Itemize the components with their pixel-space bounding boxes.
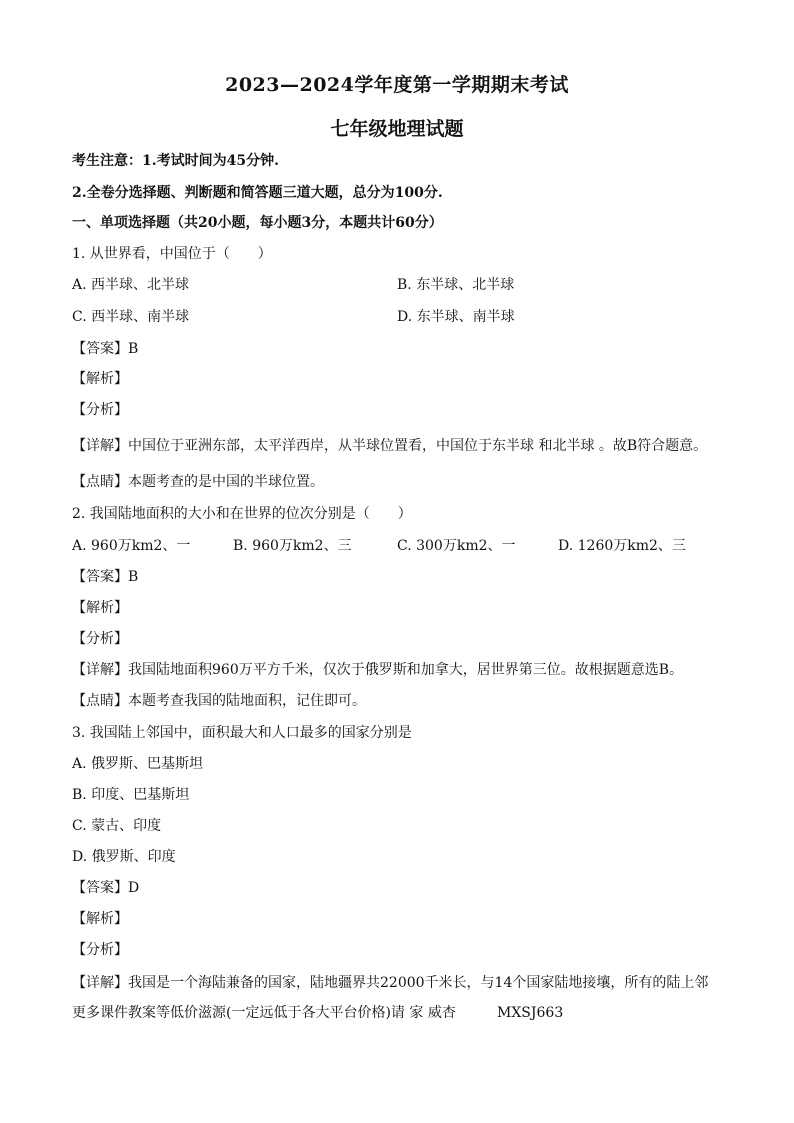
exam-subtitle: 七年级地理试题 <box>330 118 464 140</box>
q1-option-d: D. 东半球、南半球 <box>397 309 515 325</box>
q3-jiexi: 【解析】 <box>72 911 128 927</box>
q2-fenxi: 【分析】 <box>72 631 128 647</box>
section-heading: 一、单项选择题（共20小题，每小题3分，本题共计60分） <box>72 215 443 231</box>
q3-detail: 【详解】我国是一个海陆兼备的国家，陆地疆界共22000千米长，与14个国家陆地接壤，所有的陆上邻 <box>72 975 709 991</box>
q2-stem: 2. 我国陆地面积的大小和在世界的位次分别是（ ） <box>72 506 412 522</box>
q3-stem: 3. 我国陆上邻国中，面积最大和人口最多的国家分别是 <box>72 725 412 741</box>
exam-title: 2023—2024学年度第一学期期末考试 <box>225 74 569 96</box>
q2-dianjing: 【点睛】本题考查我国的陆地面积，记住即可。 <box>72 693 366 709</box>
q2-option-c: C. 300万km2、一 <box>397 538 516 554</box>
q2-answer: 【答案】B <box>72 569 139 585</box>
footer-code: MXSJ663 <box>497 1005 564 1021</box>
q3-fenxi: 【分析】 <box>72 942 128 958</box>
q3-option-b: B. 印度、巴基斯坦 <box>72 787 190 803</box>
q2-detail: 【详解】我国陆地面积960万平方千米，仅次于俄罗斯和加拿大，居世界第三位。故根据题意选B。 <box>72 662 684 678</box>
q1-option-c: C. 西半球、南半球 <box>72 309 190 325</box>
notice-line-1: 考生注意：1.考试时间为45分钟. <box>72 153 279 169</box>
q2-jiexi: 【解析】 <box>72 600 128 616</box>
q1-option-a: A. 西半球、北半球 <box>72 277 190 293</box>
q1-stem: 1. 从世界看，中国位于（ ） <box>72 246 272 262</box>
footer-text: 更多课件教案等低价滋源(一定远低于各大平台价格)请 家 威杏 <box>72 1005 456 1021</box>
q3-answer: 【答案】D <box>72 880 140 896</box>
q1-detail: 【详解】中国位于亚洲东部，太平洋西岸，从半球位置看，中国位于东半球 和北半球 。故B符合题意。 <box>72 438 708 454</box>
q3-option-d: D. 俄罗斯、印度 <box>72 849 176 865</box>
q1-jiexi: 【解析】 <box>72 371 128 387</box>
notice-line-2: 2.全卷分选择题、判断题和简答题三道大题，总分为100分. <box>72 185 443 201</box>
q2-option-a: A. 960万km2、一 <box>72 538 191 554</box>
q3-option-a: A. 俄罗斯、巴基斯坦 <box>72 756 204 772</box>
q2-option-b: B. 960万km2、三 <box>233 538 352 554</box>
q1-dianjing: 【点睛】本题考查的是中国的半球位置。 <box>72 474 324 490</box>
q3-option-c: C. 蒙古、印度 <box>72 818 162 834</box>
q1-option-b: B. 东半球、北半球 <box>397 277 515 293</box>
q1-fenxi: 【分析】 <box>72 402 128 418</box>
q1-answer: 【答案】B <box>72 341 139 357</box>
q2-option-d: D. 1260万km2、三 <box>558 538 686 554</box>
